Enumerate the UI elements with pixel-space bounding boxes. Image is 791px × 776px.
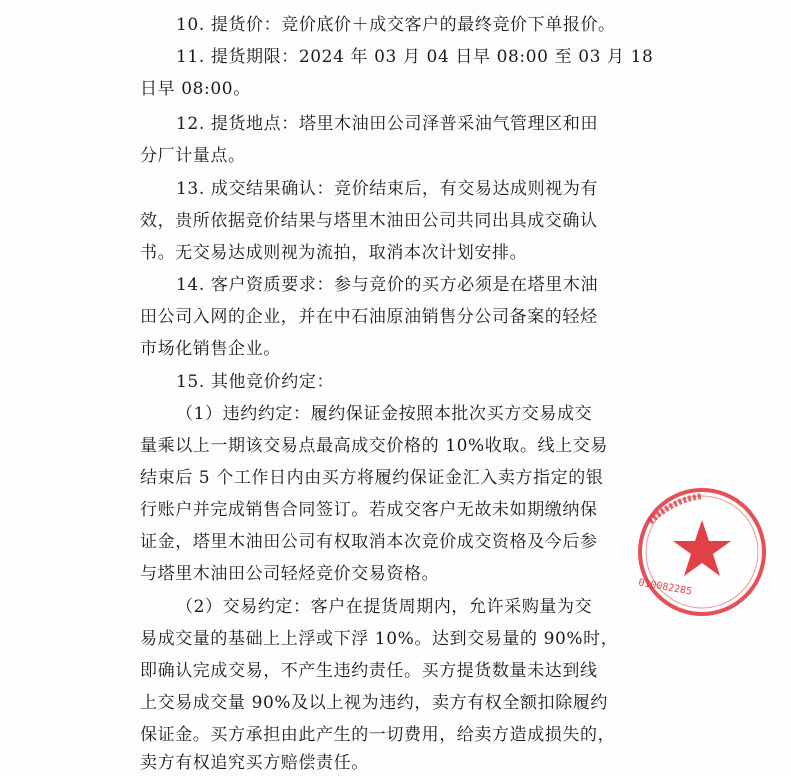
text-line: 与塔里木油田公司轻烃竞价交易资格。 xyxy=(140,564,440,584)
text-line: 15. 其他竞价约定： xyxy=(176,372,335,392)
text-line: 14. 客户资质要求：参与竞价的买方必须是在塔里木油 xyxy=(176,275,599,295)
text-line: （2）交易约定：客户在提货周期内，允许采购量为交 xyxy=(176,597,593,617)
red-star-seal-icon xyxy=(632,482,772,622)
text-line: 书。无交易达成则视为流拍，取消本次计划安排。 xyxy=(140,243,528,263)
text-line: 12. 提货地点：塔里木油田公司泽普采油气管理区和田 xyxy=(176,114,599,134)
text-line: 卖方有权追究买方赔偿责任。 xyxy=(140,753,369,773)
text-line: 量乘以上一期该交易点最高成交价格的 10%收取。线上交易 xyxy=(140,436,608,456)
text-line: 10. 提货价：竞价底价＋成交客户的最终竞价下单报价。 xyxy=(176,15,616,35)
text-line: 结束后 5 个工作日内由买方将履约保证金汇入卖方指定的银 xyxy=(140,468,604,488)
text-line: 行账户并完成销售合同签订。若成交客户无故未如期缴纳保 xyxy=(140,500,598,520)
text-line: 市场化销售企业。 xyxy=(140,339,281,359)
text-line: （1）违约约定：履约保证金按照本批次买方交易成交 xyxy=(176,404,593,424)
text-line: 即确认完成交易，不产生违约责任。买方提货数量未达到线 xyxy=(140,661,598,681)
text-line: 分厂计量点。 xyxy=(140,146,246,166)
text-line: 11. 提货期限：2024 年 03 月 04 日早 08:00 至 03 月 18 xyxy=(176,47,654,67)
text-line: 易成交量的基础上上浮或下浮 10%。达到交易量的 90%时， xyxy=(140,629,619,649)
text-line: 效，贵所依据竞价结果与塔里木油田公司共同出具成交确认 xyxy=(140,211,598,231)
text-line: 保证金。买方承担由此产生的一切费用，给卖方造成损失的， xyxy=(140,725,616,745)
text-line: 日早 08:00。 xyxy=(140,79,251,99)
official-seal xyxy=(632,482,732,622)
text-line: 上交易成交量 90%及以上视为违约，卖方有权全额扣除履约 xyxy=(140,693,608,713)
text-line: 13. 成交结果确认：竞价结束后，有交易达成则视为有 xyxy=(176,179,599,199)
text-line: 田公司入网的企业，并在中石油原油销售分公司备案的轻烃 xyxy=(140,307,598,327)
seal-number: 010082285 xyxy=(637,577,693,598)
text-line: 证金，塔里木油田公司有权取消本次竞价成交资格及今后参 xyxy=(140,532,598,552)
